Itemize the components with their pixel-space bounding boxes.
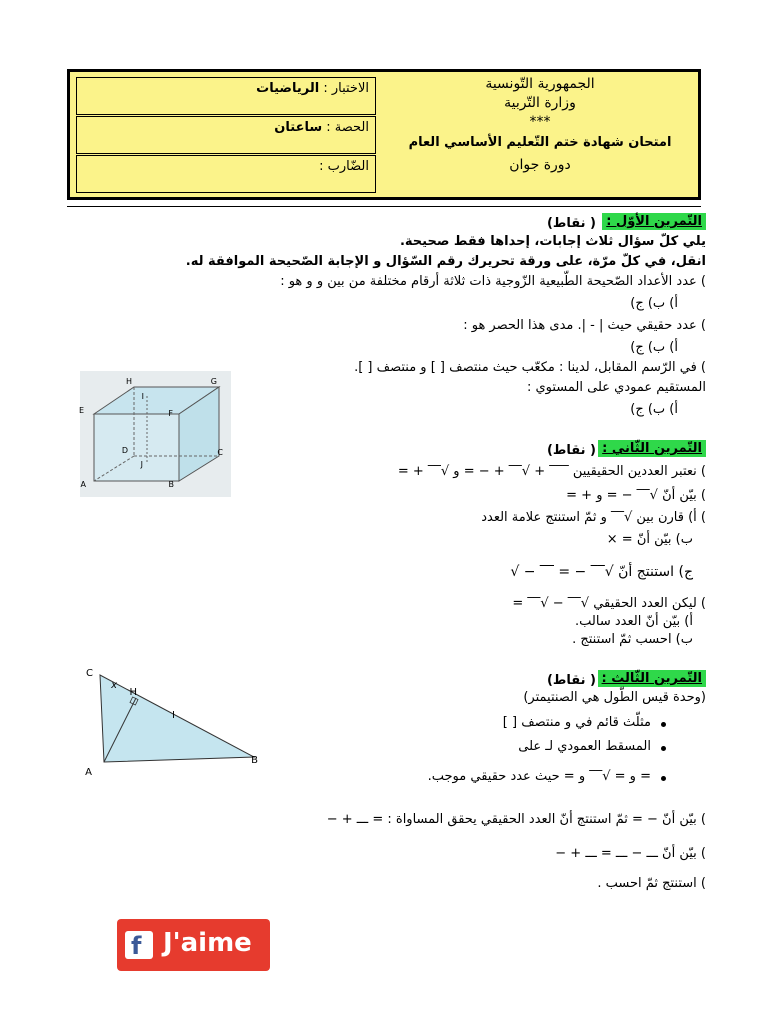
label-x: x	[111, 680, 117, 691]
exercise2-line1: ) نعتبر العددين الحقيقيين ‾‾‾ + √‾‾ + − = و √‾‾ + =	[397, 464, 706, 479]
label-A2: A	[85, 767, 92, 778]
exercise2-line6: ) ليكن العدد الحقيقي √‾‾ − √‾‾ =	[512, 596, 706, 611]
label-D: D	[121, 446, 128, 455]
exercise1-title: التّمرين الأوّل :	[602, 213, 706, 230]
header-divider	[67, 206, 701, 207]
label-B2: B	[251, 755, 258, 766]
cube-drawing	[80, 371, 231, 497]
label-J: J	[140, 460, 143, 469]
exercise3-line2: ) بيّن أنّ ـــ − ـــ = ـــ + −	[555, 846, 706, 861]
subject-value: الرياضيات	[256, 81, 320, 96]
facebook-icon: f	[125, 931, 153, 959]
exercise3-bullet2: المسقط العمودي لـ على	[518, 739, 651, 754]
exercise3-line3: ) استنتج ثمّ احسب .	[597, 876, 706, 891]
coefficient-row	[76, 155, 376, 193]
exercise1-q1-choices: أ) ب) ج)	[630, 296, 678, 311]
republic-name: الجمهورية التّونسية	[485, 76, 595, 92]
label-C: C	[86, 668, 93, 679]
exercise1-points: ( نقاط)	[546, 216, 596, 231]
label-F: F	[168, 409, 173, 418]
exercise1-q3b: المستقيم عمودي على المستوي :	[526, 380, 706, 395]
exercise1-q2-choices: أ) ب) ج)	[630, 340, 678, 355]
exercise2-title: التّمرين الثّاني :	[598, 440, 706, 457]
exercise1-q3-choices: أ) ب) ج)	[630, 402, 678, 417]
exercise3-points: ( نقاط)	[546, 673, 596, 688]
exercise2-line5: ج) استنتج أنّ √‾‾ − = ‾‾ − √	[510, 564, 693, 580]
exercise3-bullet1: مثلّث قائم في و منتصف [ ]	[502, 715, 651, 730]
exercise2-line7: أ) بيّن أنّ العدد سالب.	[575, 614, 693, 629]
exercise1-intro1: يلي كلّ سؤال ثلاث إجابات، إحداها فقط صحيحة.	[399, 234, 706, 249]
duration-label: الحصة :	[326, 120, 369, 135]
subject-label: الاختبار :	[323, 81, 369, 96]
exercise2-line4: ب) بيّن أنّ = ×	[606, 532, 693, 547]
bullet-1	[661, 722, 666, 727]
triangle-figure	[86, 665, 272, 782]
exercise2-points: ( نقاط)	[546, 443, 596, 458]
label-G: G	[210, 377, 217, 386]
exercise3-title: التّمرين الثّالث :	[598, 670, 706, 687]
exam-title: امتحان شهادة ختم التّعليم الأساسي العام	[408, 135, 672, 150]
bullet-3	[661, 776, 666, 781]
duration-row	[76, 116, 376, 154]
label-E: E	[78, 406, 84, 415]
label-I2: I	[172, 710, 175, 721]
exercise1-q1: ) عدد الأعداد الصّحيحة الطّبيعية الزّوجية ذات ثلاثة أرقام مختلفة من بين و و هو :	[280, 274, 706, 289]
subject-row	[76, 77, 376, 115]
ministry-name: وزارة التّربية	[504, 95, 576, 111]
exercise3-bullet3: = و = √‾‾ و = حيث عدد حقيقي موجب.	[427, 769, 651, 784]
duration-value: ساعتان	[274, 120, 323, 135]
exercise2-line8: ب) احسب ثمّ استنتج .	[572, 632, 693, 647]
label-H: H	[125, 377, 132, 386]
label-H2: H	[129, 687, 137, 698]
label-B: B	[168, 480, 174, 489]
exam-header	[67, 69, 701, 200]
label-I: I	[141, 392, 144, 401]
exercise3-line1: ) بيّن أنّ − = ثمّ استنتج أنّ العدد الحقيقي يحقق المساواة : = ـــ + −	[326, 812, 706, 827]
label-A: A	[80, 480, 86, 489]
coefficient-label: الضّارب :	[319, 159, 369, 174]
institution-panel	[382, 72, 698, 197]
exercise1-intro2: انقل، في كلّ مرّة، على ورقة تحريرك رقم السّؤال و الإجابة الصّحيحة الموافقة له.	[185, 254, 706, 269]
cube-figure	[80, 371, 231, 497]
exercise1-q2: ) عدد حقيقي حيث | - |. مدى هذا الحصر هو :	[463, 318, 706, 333]
like-label: J'aime	[163, 928, 252, 958]
label-C: C	[217, 448, 223, 457]
bullet-2	[661, 746, 666, 751]
stars-divider: ***	[529, 114, 551, 130]
exercise2-line3: ) أ) قارن بين √‾‾ و ثمّ استنتج علامة العدد	[481, 510, 706, 525]
facebook-like-button[interactable]	[117, 919, 270, 971]
exercise2-line2: ) بيّن أنّ √‾‾ − = و + =	[566, 488, 706, 503]
session-name: دورة جوان	[509, 157, 571, 173]
exercise3-unit: (وحدة قيس الطّول هي الصنتيمتر)	[523, 690, 706, 705]
triangle-drawing	[86, 665, 272, 782]
exercise1-q3: ) في الرّسم المقابل، لدينا : مكعّب حيث منتصف [ ] و منتصف [ ].	[354, 360, 706, 375]
exam-info-panel	[70, 72, 384, 197]
